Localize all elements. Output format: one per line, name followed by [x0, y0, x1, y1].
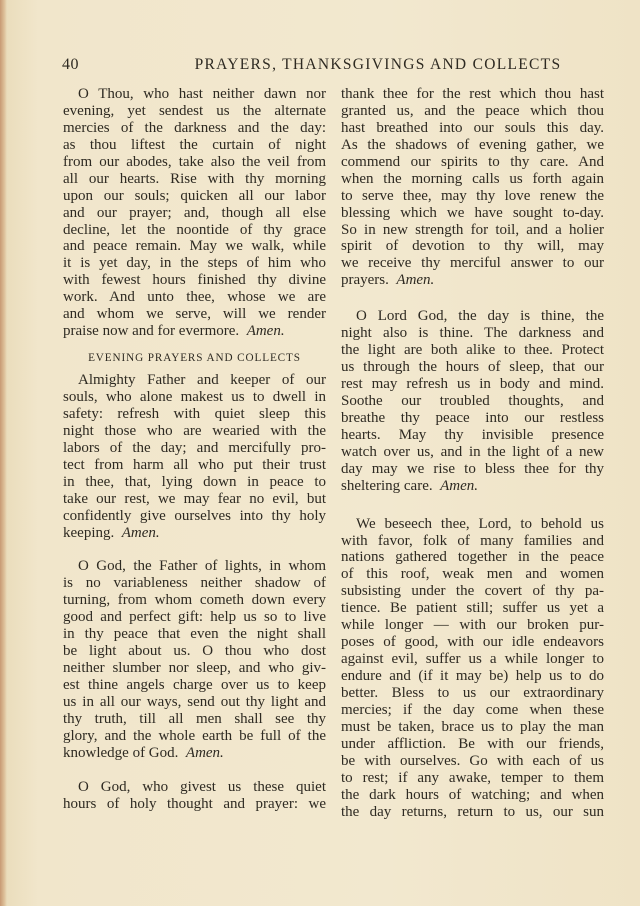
text-fragment: praise now and for evermore.	[63, 323, 240, 340]
text-line: be light about us. O thou who dost	[63, 643, 326, 660]
text-line: we receive thy merciful answer to our	[341, 255, 604, 272]
text-line: thank thee for the rest which thou hast	[341, 86, 604, 102]
text-line: safety: refresh with quiet sleep this	[63, 405, 326, 422]
text-line: upon our souls; quicken all our labor	[63, 187, 326, 204]
text-line: against evil, suffer us a while longer to	[341, 651, 604, 668]
amen: Amen.	[396, 272, 435, 289]
text-line: neither slumber nor sleep, and who giv-	[63, 660, 326, 677]
text-line	[341, 478, 604, 495]
text-line: labors of the day; and mercifully pro-	[63, 439, 326, 456]
text-line: blessing which we have sought to-day.	[341, 204, 604, 221]
prayer-paragraph	[63, 779, 326, 813]
text-line: hearts. May thy invisible presence	[341, 426, 604, 443]
amen: Amen.	[121, 524, 160, 541]
prayer-paragraph	[63, 372, 326, 541]
paragraph-gap	[341, 289, 604, 308]
text-line: and whom we serve, will we render	[63, 306, 326, 323]
text-line: turning, from whom cometh down every	[63, 592, 326, 609]
prayer-paragraph	[341, 86, 604, 289]
text-line: We beseech thee, Lord, to behold us	[356, 515, 604, 532]
text-line: O Thou, who hast neither dawn nor	[78, 86, 326, 102]
text-line: better. Bless to us our extraordinary	[341, 684, 604, 701]
text-line	[63, 525, 326, 542]
running-title: PRAYERS, THANKSGIVINGS AND COLLECTS	[194, 56, 562, 73]
text-line: subsisting under the covert of thy pa-	[341, 583, 604, 600]
text-line: in thee, that, lying down in peace to	[63, 473, 326, 490]
text-line: of this roof, weak men and women	[341, 566, 604, 583]
text-line: mercies; if the day come when these	[341, 701, 604, 718]
text-line: day may we rise to bless thee for thy	[341, 460, 604, 477]
right-column	[341, 86, 604, 820]
text-line: Almighty Father and keeper of our	[78, 372, 326, 389]
text-line: must be taken, brace us to play the man	[341, 718, 604, 735]
text-line: the dark hours of watching; and when	[341, 786, 604, 803]
paragraph-gap	[341, 495, 604, 516]
text-line: to serve thee, may thy love renew the	[341, 187, 604, 204]
text-line: work. And unto thee, whose we are	[63, 289, 326, 306]
text-line: granted us, and the peace which thou	[341, 102, 604, 119]
text-line: tience. Be patient still; suffer us yet a	[341, 600, 604, 617]
amen: Amen.	[185, 744, 224, 761]
text-line: be with ourselves. Go with each of us	[341, 752, 604, 769]
text-line: tect from harm all who put their trust	[63, 456, 326, 473]
text-line: as thou liftest the curtain of night	[63, 136, 326, 153]
prayer-paragraph	[341, 308, 604, 494]
text-fragment: sheltering care.	[341, 477, 433, 494]
page-number: 40	[62, 56, 79, 73]
text-line: nations gathered together in the peace	[341, 549, 604, 566]
text-line: watch over us, and in the light of a new	[341, 443, 604, 460]
prayer-paragraph	[341, 516, 604, 821]
text-line: est thine angels charge over us to keep	[63, 677, 326, 693]
text-line: to rest; if any awake, temper to them	[341, 769, 604, 786]
paragraph-gap	[63, 541, 326, 558]
text-line: mercies of the darkness and the day:	[63, 119, 326, 136]
text-line: decline, let the noontide of thy grace	[63, 221, 326, 238]
text-line: under affliction. Be with our friends,	[341, 735, 604, 752]
text-line: confidently give ourselves into thy holy	[63, 507, 326, 524]
text-line: when the morning calls us forth again	[341, 170, 604, 187]
text-line: glory, and the whole earth be full of the	[63, 727, 326, 744]
text-line: and our prayer; and, though all else	[63, 204, 326, 221]
text-line: poses of good, with our idle endeavors	[341, 634, 604, 651]
text-line: night those who are wearied with the	[63, 422, 326, 439]
text-line: endure and (if it may be) help us to do	[341, 668, 604, 684]
text-line: the light are both alike to thee. Protect	[341, 342, 604, 359]
text-line: O God, who givest us these quiet	[78, 778, 326, 795]
section-heading: EVENING PRAYERS AND COLLECTS	[88, 352, 301, 365]
text-line: good and perfect gift: help us so to live	[63, 609, 326, 626]
amen: Amen.	[440, 477, 479, 494]
text-fragment: knowledge of God.	[63, 744, 179, 761]
text-line: is no variableness neither shadow of	[63, 575, 326, 592]
amen: Amen.	[246, 323, 285, 340]
text-line: the day returns, return to us, our sun	[341, 803, 604, 820]
prayer-paragraph	[63, 558, 326, 761]
prayer-paragraph	[63, 86, 326, 340]
text-line: with fewest hours finished thy divine	[63, 272, 326, 289]
text-line: Soothe our troubled thoughts, and	[341, 392, 604, 409]
text-line: and peace remain. May we walk, while	[63, 238, 326, 255]
text-line: So in new strength for toil, and a holier	[341, 221, 604, 238]
text-line	[341, 272, 604, 289]
text-line: us through the hours of sleep, that our	[341, 359, 604, 376]
text-line: souls, who alone makest us to dwell in	[63, 389, 326, 405]
text-fragment: keeping.	[63, 524, 115, 541]
text-line: hours of holy thought and prayer: we	[63, 795, 326, 812]
paragraph-gap	[63, 762, 326, 779]
text-line	[63, 745, 326, 762]
page-edge-tint	[0, 0, 7, 906]
text-line: us in all our ways, send out thy light and	[63, 693, 326, 710]
text-line: spirit of devotion to thy will, may	[341, 238, 604, 255]
text-fragment: prayers.	[341, 272, 389, 289]
text-line: commend our spirits to thy care. And	[341, 153, 604, 170]
text-line: night also is thine. The darkness and	[341, 325, 604, 342]
left-column	[63, 86, 326, 813]
text-line: thy truth, till all men shall see thy	[63, 710, 326, 727]
text-line: hast breathed into our souls this day.	[341, 119, 604, 136]
text-line: while longer — with our broken pur-	[341, 617, 604, 634]
page-header	[62, 56, 610, 78]
text-line: take our rest, we may fear no evil, but	[63, 490, 326, 507]
text-line: breathe thy peace into our restless	[341, 409, 604, 426]
text-line: evening, yet sendest us the alternate	[63, 102, 326, 119]
text-line: it is yet day, in the steps of him who	[63, 255, 326, 272]
text-line: O Lord God, the day is thine, the	[356, 308, 604, 325]
text-line	[63, 323, 326, 340]
text-line: in thy peace that even the night shall	[63, 626, 326, 643]
text-line: As the shadows of evening gather, we	[341, 136, 604, 153]
text-line: with favor, folk of many families and	[341, 532, 604, 549]
text-line: rest may refresh us in body and mind.	[341, 376, 604, 392]
text-line: from our abodes, take also the veil from	[63, 153, 326, 170]
text-line: all our hearts. Rise with thy morning	[63, 170, 326, 187]
text-line: O God, the Father of lights, in whom	[78, 558, 326, 575]
